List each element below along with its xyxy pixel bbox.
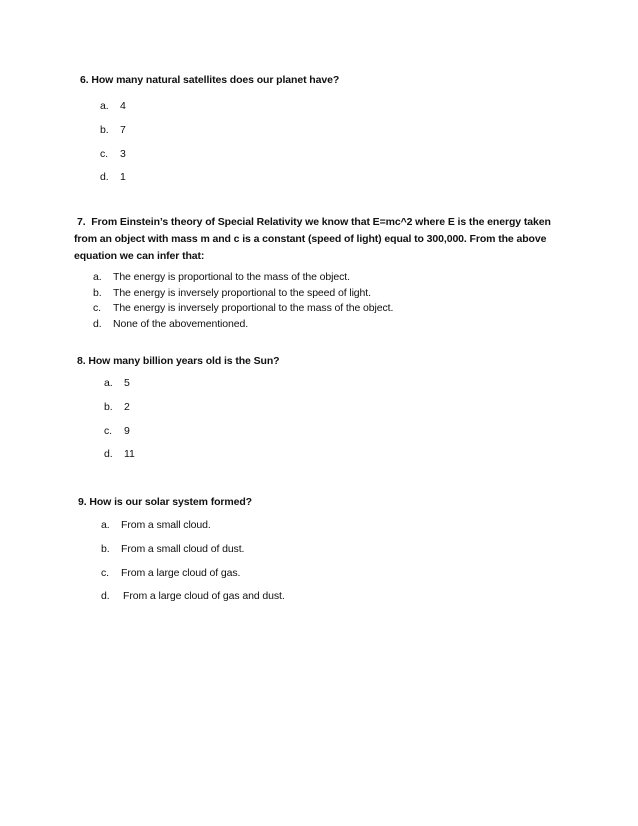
option-text: 9 [124,425,130,437]
option-letter: d. [100,171,109,183]
question-7-line-1 [74,214,564,231]
option-text: 4 [120,100,126,112]
question-8-option-b [104,400,130,414]
question-6-number: 6. [80,74,89,86]
question-6 [80,72,339,89]
question-7-option-c [93,301,393,315]
question-8 [77,353,279,370]
question-9-option-c [101,566,240,580]
option-letter: c. [93,302,101,314]
option-letter: d. [93,318,102,330]
question-7-line-3: equation we can infer that: [74,250,205,262]
question-7-text-1: From Einstein’s theory of Special Relativity we know that E=mc^2 where E is the energy taken [91,216,551,228]
question-6-option-b [100,123,126,137]
option-text: 1 [120,171,126,183]
option-letter: b. [100,124,109,136]
question-7-option-d [93,317,248,331]
option-letter: b. [101,543,110,555]
question-9-option-b [101,542,244,556]
question-6-option-d [100,170,126,184]
option-letter: a. [104,377,113,389]
question-9 [78,494,252,511]
question-8-option-c [104,424,130,438]
question-7-number: 7. [77,216,86,228]
question-8-option-d [104,447,135,461]
option-text: The energy is inversely proportional to the speed of light. [113,287,371,299]
option-letter: b. [93,287,102,299]
option-letter: b. [104,401,113,413]
option-text: 2 [124,401,130,413]
question-7-line-2: from an object with mass m and c is a constant (speed of light) equal to 300,000. From the above [74,233,547,245]
option-letter: c. [101,567,109,579]
option-letter: d. [104,448,113,460]
option-letter: a. [101,519,110,531]
option-text: The energy is inversely proportional to the mass of the object. [113,302,394,314]
question-9-option-a [101,518,211,532]
option-text: The energy is proportional to the mass of the object. [113,271,350,283]
question-9-text: How is our solar system formed? [89,496,252,508]
question-7-option-b [93,286,371,300]
option-letter: a. [100,100,109,112]
question-9-number: 9. [78,496,87,508]
option-letter: c. [104,425,112,437]
question-8-number: 8. [77,355,86,367]
question-7 [74,214,564,265]
question-8-text: How many billion years old is the Sun? [88,355,280,367]
option-text: 3 [120,148,126,160]
option-text: From a large cloud of gas and dust. [123,590,285,602]
question-9-option-d [101,589,285,603]
option-text: From a small cloud. [121,519,211,531]
option-text: From a large cloud of gas. [121,567,241,579]
option-text: None of the abovementioned. [113,318,249,330]
option-letter: c. [100,148,108,160]
question-8-option-a [104,376,130,390]
option-text: From a small cloud of dust. [121,543,245,555]
option-text: 7 [120,124,126,136]
question-6-option-c [100,147,126,161]
question-7-option-a [93,270,350,284]
option-text: 11 [124,448,135,460]
option-letter: d. [101,590,110,602]
question-6-option-a [100,99,126,113]
option-text: 5 [124,377,130,389]
option-letter: a. [93,271,102,283]
question-6-text: How many natural satellites does our planet have? [91,74,340,86]
